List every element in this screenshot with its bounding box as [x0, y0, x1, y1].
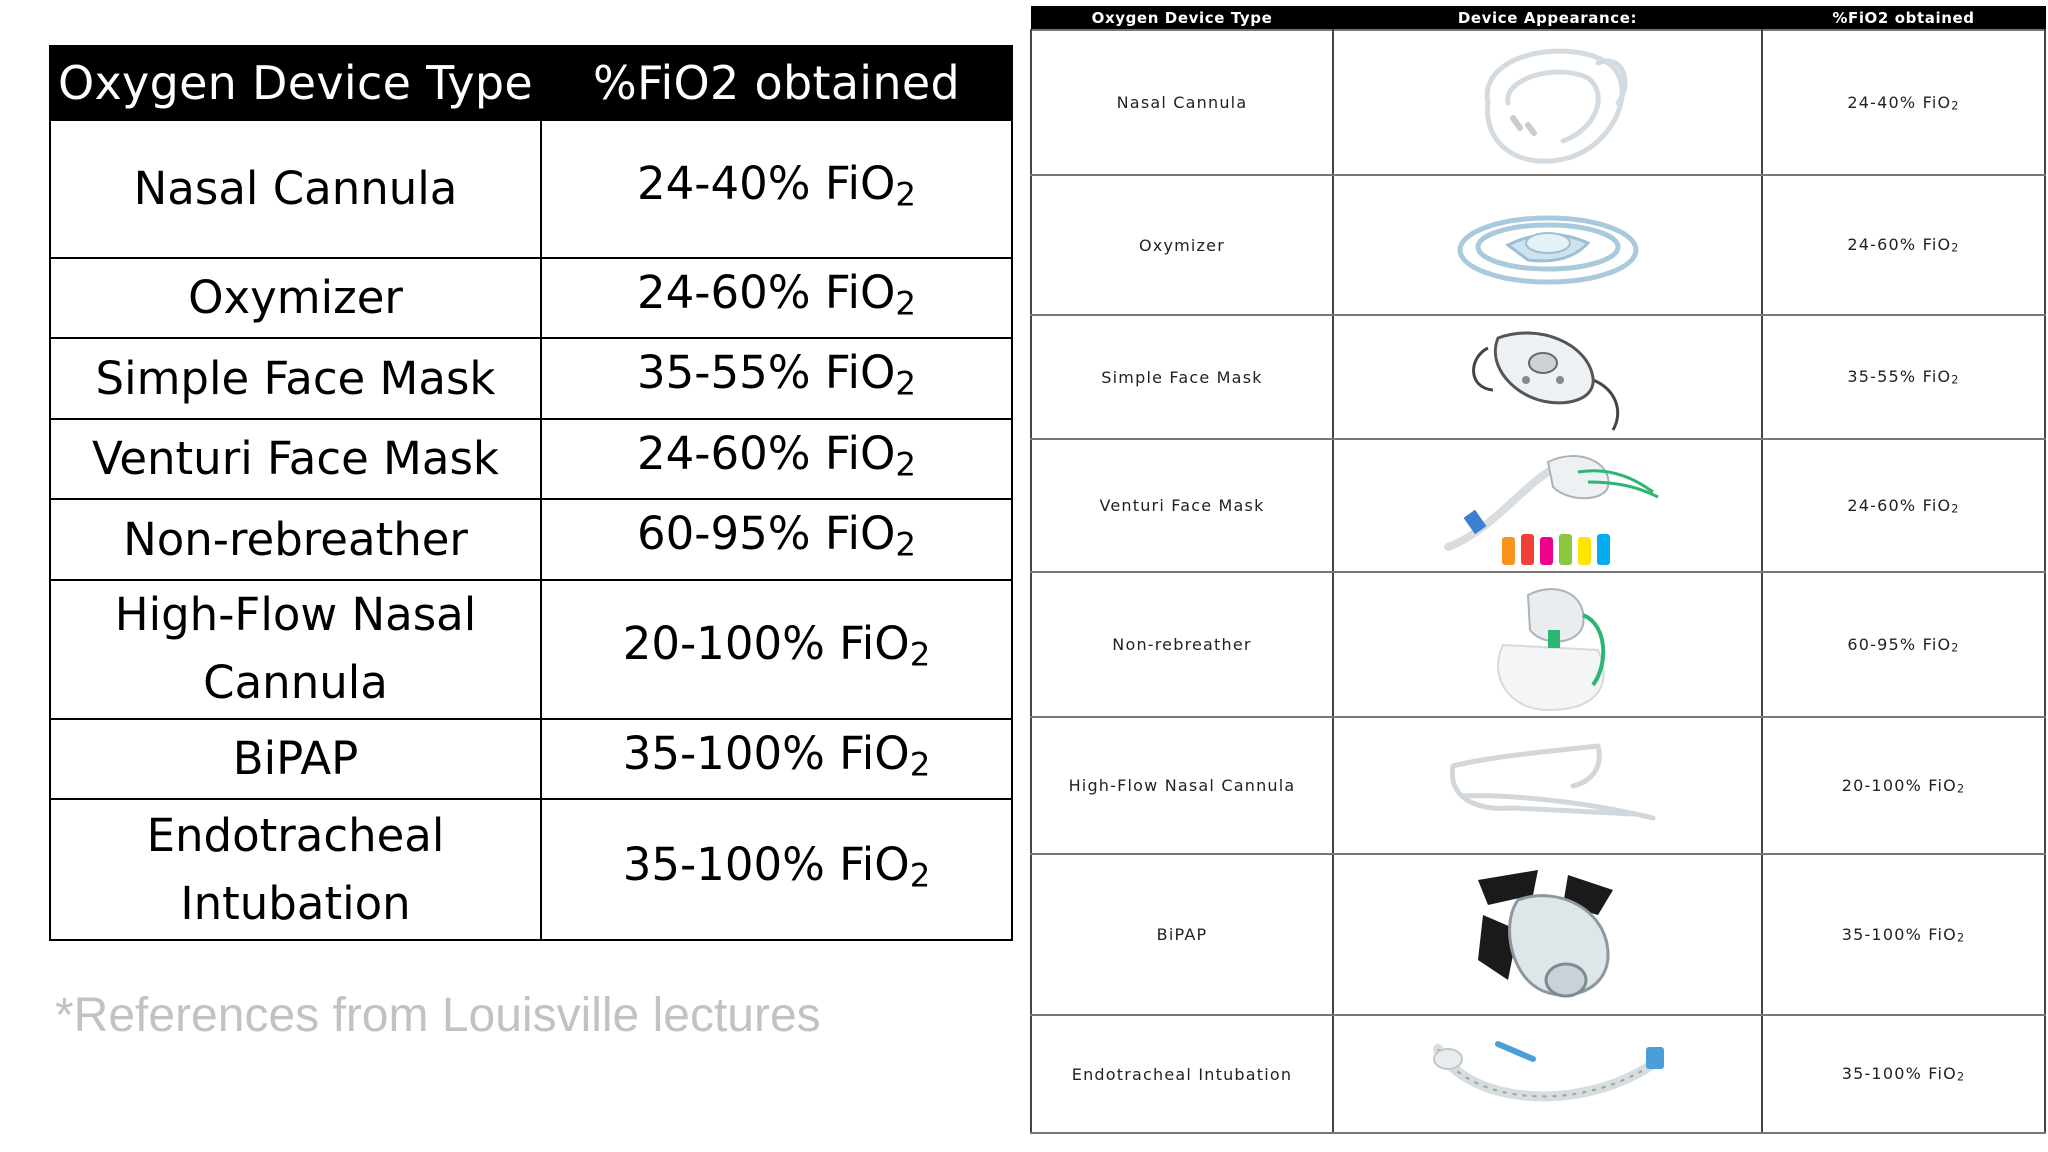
table-header-row [50, 46, 1012, 120]
fio2-cell: 35-100% FiO$_2$ [541, 719, 1012, 799]
fio2-cell: 24-40% FiO$_2$ [541, 120, 1012, 258]
venturi-face-mask-image [1428, 442, 1668, 570]
appearance-cell [1333, 1015, 1762, 1133]
device-cell: Endotracheal Intubation [1031, 1015, 1333, 1133]
table-row [50, 419, 1012, 499]
table-row [50, 799, 1012, 940]
device-cell: Simple Face Mask [50, 338, 541, 418]
simple-face-mask-image [1448, 318, 1648, 436]
appearance-cell [1333, 717, 1762, 854]
device-cell: High-Flow Nasal Cannula [1031, 717, 1333, 854]
appearance-cell [1333, 572, 1762, 717]
nasal-cannula-image [1448, 33, 1648, 173]
fio2-cell: 24-60% FiO$_2$ [541, 419, 1012, 499]
table-row [1031, 717, 2045, 854]
table-row [50, 338, 1012, 418]
table-row [1031, 1015, 2045, 1133]
table-row [1031, 439, 2045, 572]
table-row [50, 719, 1012, 799]
device-cell: Oxymizer [50, 258, 541, 338]
column-header-appearance: Device Appearance: [1333, 7, 1762, 31]
fio2-cell: 60-95% FiO2 [1762, 572, 2045, 717]
fio2-cell: 35-100% FiO2 [1762, 854, 2045, 1015]
fio2-cell: 20-100% FiO2 [1762, 717, 2045, 854]
reference-note: *References from Louisville lectures [55, 989, 821, 1042]
oxymizer-image [1448, 185, 1648, 305]
fio2-cell: 24-40% FiO2 [1762, 30, 2045, 175]
fio2-cell: 24-60% FiO$_2$ [541, 258, 1012, 338]
device-cell: Nasal Cannula [1031, 30, 1333, 175]
table-row [1031, 175, 2045, 315]
column-header-fio2: %FiO2 obtained [1762, 7, 2045, 31]
table-header-row [1031, 7, 2045, 31]
fio2-cell: 35-55% FiO2 [1762, 315, 2045, 439]
column-header-device: Oxygen Device Type [1031, 7, 1333, 31]
table-row [1031, 572, 2045, 717]
non-rebreather-image [1448, 575, 1648, 715]
fio2-cell: 24-60% FiO2 [1762, 439, 2045, 572]
device-cell: Endotracheal Intubation [50, 799, 541, 940]
device-cell: Simple Face Mask [1031, 315, 1333, 439]
bipap-mask-image [1448, 860, 1648, 1010]
device-cell: Non-rebreather [1031, 572, 1333, 717]
table-row [50, 499, 1012, 579]
fio2-summary-table [49, 45, 1013, 941]
column-header-device: Oxygen Device Type [50, 46, 541, 120]
appearance-cell [1333, 30, 1762, 175]
device-cell: Oxymizer [1031, 175, 1333, 315]
device-cell: BiPAP [50, 719, 541, 799]
device-appearance-table [1030, 6, 2046, 1134]
fio2-cell: 20-100% FiO$_2$ [541, 580, 1012, 719]
table-row [1031, 30, 2045, 175]
high-flow-nasal-cannula-image [1433, 726, 1663, 846]
fio2-cell: 60-95% FiO$_2$ [541, 499, 1012, 579]
device-cell: Venturi Face Mask [1031, 439, 1333, 572]
appearance-cell [1333, 854, 1762, 1015]
fio2-cell: 24-60% FiO2 [1762, 175, 2045, 315]
table-row [50, 258, 1012, 338]
device-cell: Nasal Cannula [50, 120, 541, 258]
table-row [1031, 854, 2045, 1015]
device-cell: High-Flow Nasal Cannula [50, 580, 541, 719]
fio2-cell: 35-100% FiO$_2$ [541, 799, 1012, 940]
appearance-cell [1333, 315, 1762, 439]
column-header-fio2: %FiO2 obtained [541, 46, 1012, 120]
fio2-cell: 35-55% FiO$_2$ [541, 338, 1012, 418]
table-row [1031, 315, 2045, 439]
device-cell: Venturi Face Mask [50, 419, 541, 499]
fio2-cell: 35-100% FiO2 [1762, 1015, 2045, 1133]
table-row [50, 120, 1012, 258]
device-cell: BiPAP [1031, 854, 1333, 1015]
endotracheal-tube-image [1418, 1019, 1678, 1129]
appearance-cell [1333, 175, 1762, 315]
table-row [50, 580, 1012, 719]
device-cell: Non-rebreather [50, 499, 541, 579]
appearance-cell [1333, 439, 1762, 572]
